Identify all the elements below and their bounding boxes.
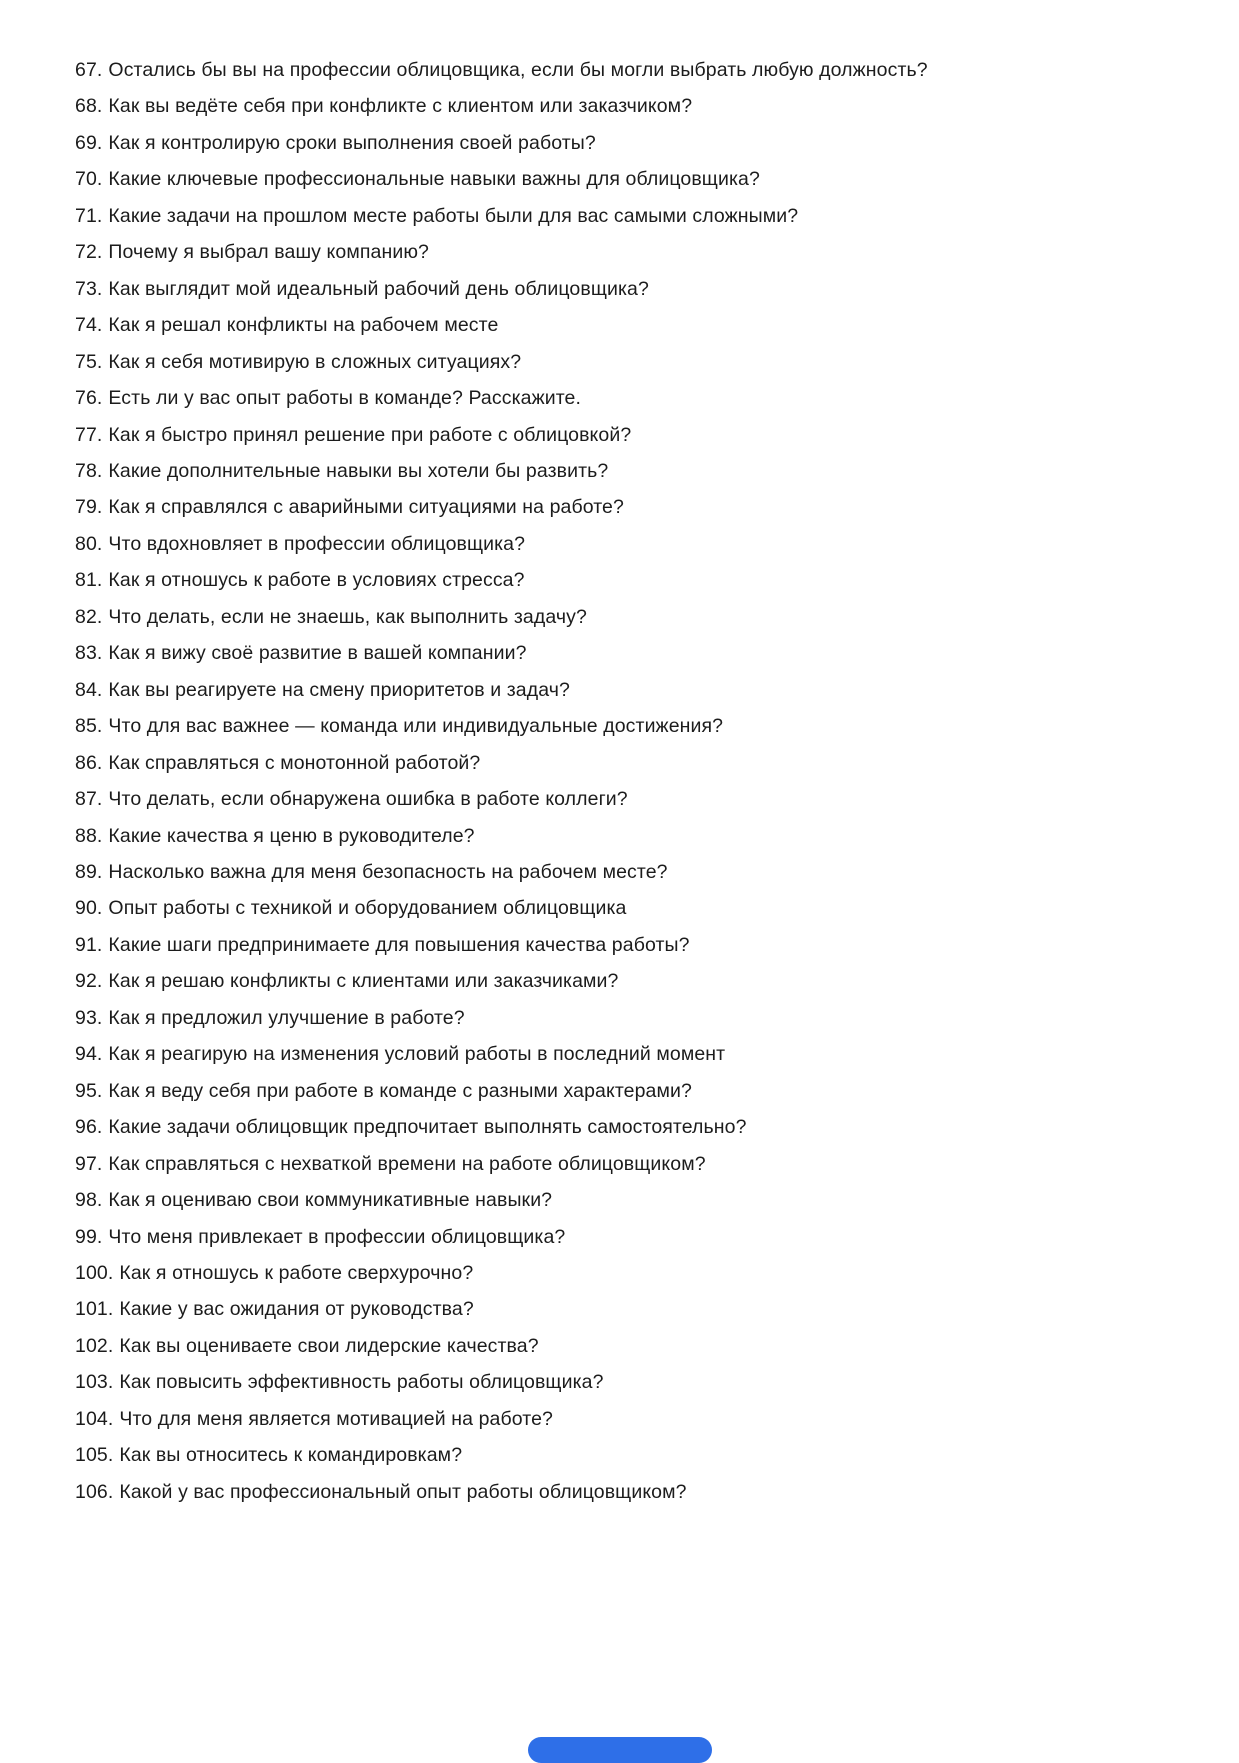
question-text: Какие шаги предпринимаете для повышения качества работы? (108, 933, 690, 956)
question-item (75, 1182, 1209, 1218)
question-number: 81. (75, 569, 103, 592)
question-number: 74. (75, 314, 103, 337)
question-text: Что делать, если обнаружена ошибка в работе коллеги? (108, 788, 628, 811)
question-text: Как я предложил улучшение в работе? (108, 1006, 465, 1029)
question-item (75, 781, 1209, 817)
question-item (75, 1401, 1209, 1437)
question-text: Как повысить эффективность работы облицовщика? (119, 1371, 604, 1394)
question-item (75, 52, 1209, 88)
question-text: Как я контролирую сроки выполнения своей работы? (108, 131, 596, 154)
question-item (75, 963, 1209, 999)
question-text: Как я быстро принял решение при работе с облицовкой? (108, 423, 632, 446)
question-text: Как я вижу своё развитие в вашей компании? (108, 642, 527, 665)
question-number: 87. (75, 788, 103, 811)
question-text: Что делать, если не знаешь, как выполнить задачу? (108, 605, 587, 628)
question-item (75, 417, 1209, 453)
question-item (75, 307, 1209, 343)
question-item (75, 818, 1209, 854)
question-item (75, 1219, 1209, 1255)
question-number: 80. (75, 532, 103, 555)
cut-off-blue-element[interactable] (528, 1737, 712, 1763)
question-text: Какие ключевые профессиональные навыки важны для облицовщика? (108, 168, 760, 191)
question-number: 104. (75, 1407, 114, 1430)
question-item (75, 1364, 1209, 1400)
question-item (75, 1474, 1209, 1510)
question-text: Есть ли у вас опыт работы в команде? Расскажите. (108, 387, 581, 410)
question-item (75, 927, 1209, 963)
question-item (75, 854, 1209, 890)
question-item (75, 1146, 1209, 1182)
question-text: Какие качества я ценю в руководителе? (108, 824, 475, 847)
question-number: 86. (75, 751, 103, 774)
question-item (75, 1109, 1209, 1145)
question-item (75, 1036, 1209, 1072)
question-item (75, 745, 1209, 781)
question-text: Как я отношусь к работе в условиях стресса? (108, 569, 525, 592)
question-text: Какие задачи на прошлом месте работы были для вас самыми сложными? (108, 204, 799, 227)
question-number: 88. (75, 824, 103, 847)
question-text: Как я решаю конфликты с клиентами или заказчиками? (108, 970, 619, 993)
question-number: 93. (75, 1006, 103, 1029)
question-number: 105. (75, 1444, 114, 1467)
question-number: 94. (75, 1043, 103, 1066)
question-item (75, 1437, 1209, 1473)
question-item (75, 890, 1209, 926)
question-text: Какой у вас профессиональный опыт работы облицовщиком? (119, 1480, 687, 1503)
question-number: 67. (75, 59, 103, 81)
question-text: Как я отношусь к работе сверхурочно? (119, 1261, 474, 1284)
question-text: Какие дополнительные навыки вы хотели бы развить? (108, 459, 609, 482)
question-number: 106. (75, 1480, 114, 1503)
question-item (75, 88, 1209, 124)
question-text: Как выглядит мой идеальный рабочий день облицовщика? (108, 277, 649, 300)
question-text: Что меня привлекает в профессии облицовщика? (108, 1225, 566, 1248)
question-number: 73. (75, 277, 103, 300)
question-text: Как я справлялся с аварийными ситуациями на работе? (108, 496, 624, 519)
question-number: 82. (75, 605, 103, 628)
question-item (75, 708, 1209, 744)
question-text: Что вдохновляет в профессии облицовщика? (108, 532, 526, 555)
question-item (75, 1328, 1209, 1364)
question-number: 98. (75, 1189, 103, 1212)
question-number: 95. (75, 1079, 103, 1102)
question-text: Как вы оцениваете свои лидерские качества? (119, 1334, 539, 1357)
question-number: 85. (75, 715, 103, 738)
question-text: Остались бы вы на профессии облицовщика, если бы могли выбрать любую должность? (108, 59, 928, 81)
question-text: Насколько важна для меня безопасность на рабочем месте? (108, 860, 668, 883)
question-item (75, 562, 1209, 598)
question-number: 103. (75, 1371, 114, 1394)
question-item (75, 344, 1209, 380)
question-text: Как я реагирую на изменения условий работы в последний момент (108, 1043, 726, 1066)
question-number: 99. (75, 1225, 103, 1248)
question-text: Как я веду себя при работе в команде с разными характерами? (108, 1079, 692, 1102)
question-text: Как вы относитесь к командировкам? (119, 1444, 463, 1467)
question-text: Как я себя мотивирую в сложных ситуациях? (108, 350, 522, 373)
question-number: 75. (75, 350, 103, 373)
question-item (75, 672, 1209, 708)
question-item (75, 635, 1209, 671)
question-item (75, 125, 1209, 161)
question-item (75, 380, 1209, 416)
question-number: 71. (75, 204, 103, 227)
question-item (75, 1255, 1209, 1291)
question-number: 89. (75, 860, 103, 883)
question-number: 77. (75, 423, 103, 446)
question-number: 92. (75, 970, 103, 993)
question-item (75, 453, 1209, 489)
question-item (75, 599, 1209, 635)
question-text: Как я решал конфликты на рабочем месте (108, 314, 499, 337)
question-text: Что для вас важнее — команда или индивидуальные достижения? (108, 715, 724, 738)
question-number: 84. (75, 678, 103, 701)
question-item (75, 271, 1209, 307)
question-number: 90. (75, 897, 103, 920)
question-number: 72. (75, 241, 103, 264)
question-number: 102. (75, 1334, 114, 1357)
question-item (75, 198, 1209, 234)
question-number: 79. (75, 496, 103, 519)
question-number: 68. (75, 95, 103, 118)
question-text: Как вы ведёте себя при конфликте с клиентом или заказчиком? (108, 95, 693, 118)
question-text: Как справляться с монотонной работой? (108, 751, 481, 774)
question-text: Какие задачи облицовщик предпочитает выполнять самостоятельно? (108, 1116, 747, 1139)
question-item (75, 161, 1209, 197)
question-number: 70. (75, 168, 103, 191)
question-number: 97. (75, 1152, 103, 1175)
question-number: 69. (75, 131, 103, 154)
question-number: 101. (75, 1298, 114, 1321)
question-item (75, 234, 1209, 270)
question-number: 91. (75, 933, 103, 956)
question-text: Как вы реагируете на смену приоритетов и задач? (108, 678, 570, 701)
question-number: 78. (75, 459, 103, 482)
question-text: Почему я выбрал вашу компанию? (108, 241, 429, 264)
question-number: 100. (75, 1261, 114, 1284)
question-item (75, 489, 1209, 525)
question-text: Как справляться с нехваткой времени на работе облицовщиком? (108, 1152, 706, 1175)
question-item (75, 1000, 1209, 1036)
question-item (75, 1291, 1209, 1327)
question-number: 83. (75, 642, 103, 665)
question-text: Опыт работы с техникой и оборудованием облицовщика (108, 897, 627, 920)
question-item (75, 1073, 1209, 1109)
question-item (75, 526, 1209, 562)
question-text: Как я оцениваю свои коммуникативные навыки? (108, 1189, 553, 1212)
question-number: 96. (75, 1116, 103, 1139)
question-number: 76. (75, 387, 103, 410)
question-text: Какие у вас ожидания от руководства? (119, 1298, 474, 1321)
question-text: Что для меня является мотивацией на работе? (119, 1407, 553, 1430)
